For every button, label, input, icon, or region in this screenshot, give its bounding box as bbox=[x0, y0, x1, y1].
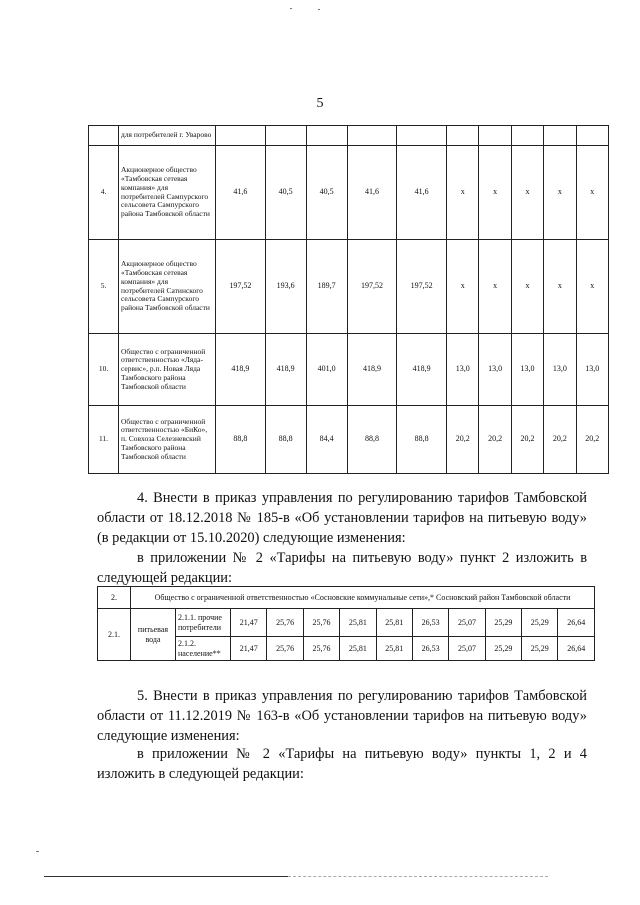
table-row bbox=[89, 240, 609, 334]
tariff-value: 20,2 bbox=[479, 406, 511, 474]
tariff-value: 13,0 bbox=[511, 334, 543, 406]
tariff-value: 418,9 bbox=[265, 334, 306, 406]
tariff-value: 25,76 bbox=[303, 637, 339, 661]
tariff-table-continued bbox=[88, 125, 609, 474]
paragraph-4: 4. Внести в приказ управления по регулированию тарифов Тамбовской области от 18.12.2018 № 185-в «Об установлении тарифов на питьевую воду» (в редакции от 15.10.2020) следующие изменения: bbox=[97, 490, 587, 546]
scan-speck bbox=[290, 8, 292, 9]
tariff-value: 25,07 bbox=[449, 609, 485, 637]
tariff-value: 88,8 bbox=[397, 406, 447, 474]
tariff-value: 13,0 bbox=[479, 334, 511, 406]
tariff-value: 88,8 bbox=[216, 406, 266, 474]
tariff-value: х bbox=[544, 146, 576, 240]
tariff-value: 20,2 bbox=[511, 406, 543, 474]
page-number: 5 bbox=[316, 96, 324, 111]
paragraph-4-sub: в приложении № 2 «Тарифы на питьевую воду» пункт 2 изложить в следующей редакции: bbox=[97, 550, 587, 586]
org-cell: Акционерное общество «Тамбовская сетевая компания» для потребителей Сампурского сельсовета Сампурского района Тамбовской области bbox=[119, 146, 216, 240]
org-cell: Общество с ограниченной ответственностью «Ляда-сервис», р.п. Новая Ляда Тамбовского района Тамбовской области bbox=[119, 334, 216, 406]
org-cell: Общество с ограниченной ответственностью «БиКо», п. Совхоза Селезневский Тамбовского района Тамбовской области bbox=[119, 406, 216, 474]
tariff-value: 418,9 bbox=[397, 334, 447, 406]
tariff-value: 25,81 bbox=[376, 637, 412, 661]
tariff-value: 40,5 bbox=[306, 146, 347, 240]
tariff-value: 193,6 bbox=[265, 240, 306, 334]
tariff-value: 20,2 bbox=[576, 406, 609, 474]
tariff-value: 41,6 bbox=[397, 146, 447, 240]
tariff-value: 84,4 bbox=[306, 406, 347, 474]
paragraph-5: 5. Внести в приказ управления по регулированию тарифов Тамбовской области от 11.12.2019 № 163-в «Об установлении тарифов на питьевую воду» следующие изменения: bbox=[97, 688, 587, 744]
tariff-value: 25,76 bbox=[267, 637, 303, 661]
table-row bbox=[89, 406, 609, 474]
tariff-value: 25,29 bbox=[522, 609, 558, 637]
tariff-value: х bbox=[447, 240, 479, 334]
tariff-value: 197,52 bbox=[397, 240, 447, 334]
org-cell: для потребителей г. Уварово bbox=[119, 126, 216, 146]
table-row-continued bbox=[89, 126, 609, 146]
row-number-cell: 2. bbox=[98, 587, 131, 609]
tariff-value: 21,47 bbox=[231, 609, 267, 637]
tariff-value: 20,2 bbox=[447, 406, 479, 474]
tariff-value: 26,53 bbox=[412, 609, 448, 637]
tariff-value: 418,9 bbox=[216, 334, 266, 406]
tariff-value: 25,81 bbox=[340, 637, 376, 661]
tariff-value: 88,8 bbox=[347, 406, 397, 474]
tariff-value: 25,29 bbox=[485, 637, 521, 661]
row-number-cell: 2.1. bbox=[98, 609, 131, 661]
tariff-value: х bbox=[511, 146, 543, 240]
tariff-value: 189,7 bbox=[306, 240, 347, 334]
row-number-cell: 10. bbox=[89, 334, 119, 406]
tariff-value: 13,0 bbox=[447, 334, 479, 406]
tariff-value: х bbox=[576, 240, 609, 334]
tariff-value: х bbox=[576, 146, 609, 240]
tariff-value: 26,64 bbox=[558, 637, 595, 661]
footer-rule-faint bbox=[288, 876, 548, 877]
subrow-label: 2.1.1. прочие потребители bbox=[176, 609, 231, 637]
tariff-value: 25,29 bbox=[485, 609, 521, 637]
tariff-value: 197,52 bbox=[216, 240, 266, 334]
tariff-value: 20,2 bbox=[544, 406, 576, 474]
tariff-value: 25,76 bbox=[303, 609, 339, 637]
tariff-value: 401,0 bbox=[306, 334, 347, 406]
tariff-value: 26,64 bbox=[558, 609, 595, 637]
tariff-value: 25,76 bbox=[267, 609, 303, 637]
tariff-value: 197,52 bbox=[347, 240, 397, 334]
tariff-value: 41,6 bbox=[216, 146, 266, 240]
scan-speck bbox=[318, 9, 320, 10]
paragraph-5-sub: в приложении № 2 «Тарифы на питьевую воду» пункты 1, 2 и 4 изложить в следующей редакции: bbox=[97, 746, 587, 782]
scan-speck bbox=[36, 851, 39, 852]
service-label-cell: питьевая вода bbox=[131, 609, 176, 661]
tariff-value: х bbox=[479, 146, 511, 240]
row-number-cell: 5. bbox=[89, 240, 119, 334]
table-row bbox=[98, 609, 595, 637]
tariff-value: х bbox=[511, 240, 543, 334]
tariff-value: 41,6 bbox=[347, 146, 397, 240]
tariff-value: 88,8 bbox=[265, 406, 306, 474]
tariff-value: 13,0 bbox=[576, 334, 609, 406]
tariff-value: 25,07 bbox=[449, 637, 485, 661]
tariff-value: 13,0 bbox=[544, 334, 576, 406]
footer-rule bbox=[44, 876, 288, 877]
tariff-value: 40,5 bbox=[265, 146, 306, 240]
tariff-value: 26,53 bbox=[412, 637, 448, 661]
table-header-row bbox=[98, 587, 595, 609]
tariff-value: 21,47 bbox=[231, 637, 267, 661]
row-number-cell: 11. bbox=[89, 406, 119, 474]
tariff-value: 25,81 bbox=[340, 609, 376, 637]
tariff-table-sosnovka bbox=[97, 586, 595, 661]
tariff-value: 25,81 bbox=[376, 609, 412, 637]
tariff-value: 418,9 bbox=[347, 334, 397, 406]
row-number-cell: 4. bbox=[89, 146, 119, 240]
org-header-cell: Общество с ограниченной ответственностью «Сосновские коммунальные сети»,* Сосновский район Тамбовской области bbox=[131, 587, 595, 609]
tariff-value: х bbox=[479, 240, 511, 334]
row-number-cell bbox=[89, 126, 119, 146]
table-row bbox=[89, 146, 609, 240]
org-cell: Акционерное общество «Тамбовская сетевая компания» для потребителей Сатинского сельсовета Сампурского района Тамбовской области bbox=[119, 240, 216, 334]
tariff-value: х bbox=[447, 146, 479, 240]
subrow-label: 2.1.2. население** bbox=[176, 637, 231, 661]
table-row bbox=[89, 334, 609, 406]
tariff-value: х bbox=[544, 240, 576, 334]
tariff-value: 25,29 bbox=[522, 637, 558, 661]
